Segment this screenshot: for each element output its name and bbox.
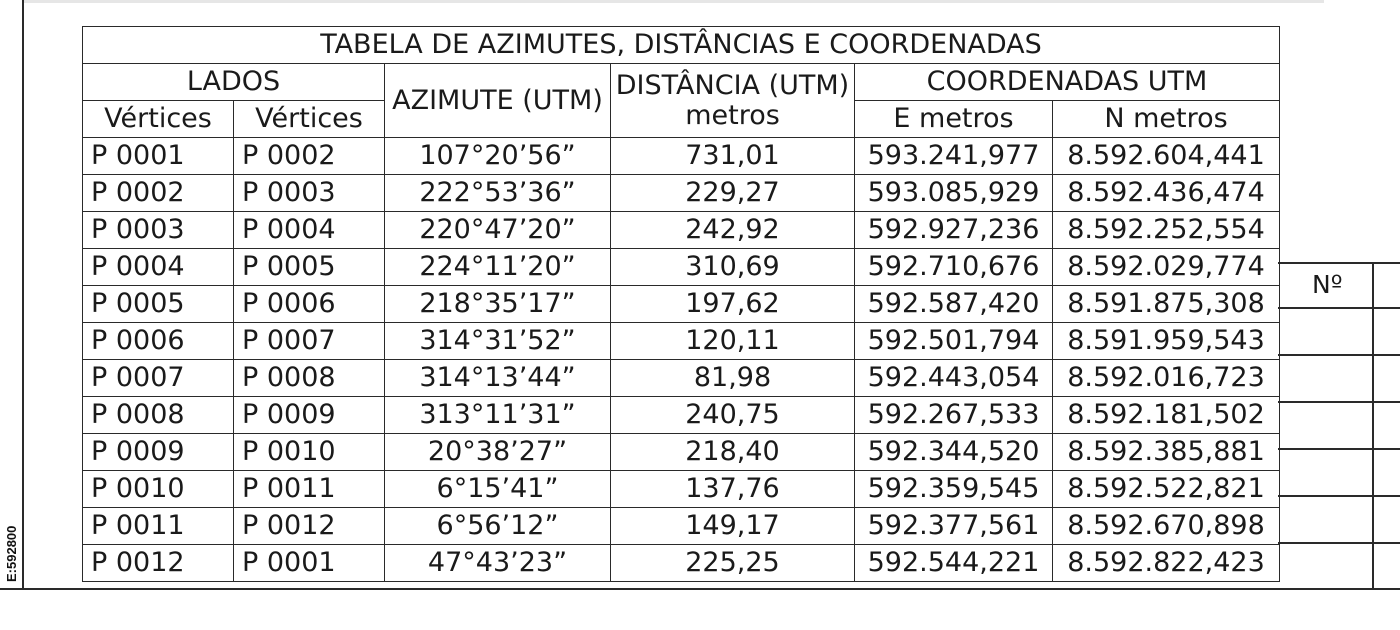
cell-distance: 240,75 (611, 397, 855, 434)
cell-e-coordinate: 593.241,977 (855, 138, 1053, 175)
cell-e-coordinate: 592.544,221 (855, 545, 1053, 582)
cell-azimuth: 314°13’44” (385, 360, 611, 397)
cell-distance: 120,11 (611, 323, 855, 360)
header-vertices-to: Vértices (234, 101, 385, 138)
table-row (83, 508, 1280, 545)
cell-distance: 310,69 (611, 249, 855, 286)
cell-vertex-from: P 0004 (83, 249, 234, 286)
cell-e-coordinate: 593.085,929 (855, 175, 1053, 212)
cell-vertex-to: P 0002 (234, 138, 385, 175)
cell-e-coordinate: 592.587,420 (855, 286, 1053, 323)
cell-vertex-to: P 0008 (234, 360, 385, 397)
cell-n-coordinate: 8.592.522,821 (1053, 471, 1280, 508)
cell-e-coordinate: 592.267,533 (855, 397, 1053, 434)
cell-distance: 229,27 (611, 175, 855, 212)
side-table-number-header: Nº (1312, 270, 1343, 299)
cell-n-coordinate: 8.591.959,543 (1053, 323, 1280, 360)
table-row (83, 397, 1280, 434)
cell-e-coordinate: 592.344,520 (855, 434, 1053, 471)
drawing-frame-left-border (22, 0, 24, 590)
cell-vertex-from: P 0008 (83, 397, 234, 434)
cell-n-coordinate: 8.592.029,774 (1053, 249, 1280, 286)
cell-e-coordinate: 592.443,054 (855, 360, 1053, 397)
side-table-rule (1278, 448, 1400, 450)
header-row-1 (83, 64, 1280, 101)
cell-azimuth: 107°20’56” (385, 138, 611, 175)
cell-distance: 731,01 (611, 138, 855, 175)
table-row (83, 434, 1280, 471)
table-row (83, 249, 1280, 286)
cell-vertex-to: P 0006 (234, 286, 385, 323)
cell-vertex-from: P 0005 (83, 286, 234, 323)
cell-n-coordinate: 8.592.181,502 (1053, 397, 1280, 434)
cell-n-coordinate: 8.591.875,308 (1053, 286, 1280, 323)
header-e-metros: E metros (855, 101, 1053, 138)
cell-e-coordinate: 592.710,676 (855, 249, 1053, 286)
table-row (83, 212, 1280, 249)
cell-e-coordinate: 592.377,561 (855, 508, 1053, 545)
side-table-rule (1278, 401, 1400, 403)
cell-vertex-to: P 0009 (234, 397, 385, 434)
drawing-frame-bottom-border (0, 588, 1400, 590)
cell-vertex-to: P 0012 (234, 508, 385, 545)
cell-vertex-to: P 0001 (234, 545, 385, 582)
table-title: TABELA DE AZIMUTES, DISTÂNCIAS E COORDENADAS (83, 27, 1280, 64)
cell-distance: 137,76 (611, 471, 855, 508)
cell-distance: 81,98 (611, 360, 855, 397)
table-row (83, 323, 1280, 360)
cell-n-coordinate: 8.592.252,554 (1053, 212, 1280, 249)
azimuth-distance-coordinates-table (82, 26, 1280, 582)
cell-vertex-from: P 0003 (83, 212, 234, 249)
cell-vertex-from: P 0010 (83, 471, 234, 508)
side-table-rule (1278, 542, 1400, 544)
cell-azimuth: 6°15’41” (385, 471, 611, 508)
header-distancia (611, 64, 855, 138)
cell-vertex-to: P 0011 (234, 471, 385, 508)
cell-vertex-to: P 0005 (234, 249, 385, 286)
cell-distance: 149,17 (611, 508, 855, 545)
top-border-line (24, 0, 1324, 3)
header-azimute: AZIMUTE (UTM) (385, 64, 611, 138)
header-lados: LADOS (83, 64, 385, 101)
header-vertices-from: Vértices (83, 101, 234, 138)
cell-distance: 218,40 (611, 434, 855, 471)
cell-vertex-to: P 0007 (234, 323, 385, 360)
cell-n-coordinate: 8.592.670,898 (1053, 508, 1280, 545)
side-table-rule (1278, 307, 1400, 309)
cell-vertex-from: P 0011 (83, 508, 234, 545)
cell-distance: 242,92 (611, 212, 855, 249)
cell-vertex-from: P 0009 (83, 434, 234, 471)
header-coordenadas: COORDENADAS UTM (855, 64, 1280, 101)
side-table-rule (1278, 495, 1400, 497)
header-distancia-label: DISTÂNCIA (UTM) (615, 69, 850, 101)
cell-azimuth: 222°53’36” (385, 175, 611, 212)
cell-vertex-to: P 0010 (234, 434, 385, 471)
table-row (83, 545, 1280, 582)
cell-e-coordinate: 592.501,794 (855, 323, 1053, 360)
cell-azimuth: 314°31’52” (385, 323, 611, 360)
header-distancia-unit: metros (685, 99, 780, 131)
side-table-rule (1278, 354, 1400, 356)
grid-coordinate-label: E:592800 (4, 525, 19, 582)
table-row (83, 138, 1280, 175)
table-row (83, 471, 1280, 508)
cell-vertex-from: P 0002 (83, 175, 234, 212)
cell-azimuth: 218°35’17” (385, 286, 611, 323)
table-row (83, 360, 1280, 397)
table-title-row (83, 27, 1280, 64)
side-table-fragment (1278, 262, 1400, 588)
cell-e-coordinate: 592.359,545 (855, 471, 1053, 508)
cell-vertex-to: P 0003 (234, 175, 385, 212)
side-table-rule (1278, 262, 1400, 264)
cell-vertex-from: P 0006 (83, 323, 234, 360)
cell-azimuth: 6°56’12” (385, 508, 611, 545)
header-n-metros: N metros (1053, 101, 1280, 138)
cell-vertex-from: P 0001 (83, 138, 234, 175)
cell-distance: 225,25 (611, 545, 855, 582)
cell-n-coordinate: 8.592.604,441 (1053, 138, 1280, 175)
cell-n-coordinate: 8.592.822,423 (1053, 545, 1280, 582)
cell-vertex-from: P 0012 (83, 545, 234, 582)
cell-vertex-to: P 0004 (234, 212, 385, 249)
cell-e-coordinate: 592.927,236 (855, 212, 1053, 249)
cell-azimuth: 224°11’20” (385, 249, 611, 286)
table-row (83, 286, 1280, 323)
cell-n-coordinate: 8.592.385,881 (1053, 434, 1280, 471)
table-row (83, 175, 1280, 212)
cell-azimuth: 220°47’20” (385, 212, 611, 249)
cell-azimuth: 47°43’23” (385, 545, 611, 582)
side-table-divider (1372, 262, 1374, 588)
cell-n-coordinate: 8.592.016,723 (1053, 360, 1280, 397)
cell-vertex-from: P 0007 (83, 360, 234, 397)
cell-azimuth: 313°11’31” (385, 397, 611, 434)
cell-n-coordinate: 8.592.436,474 (1053, 175, 1280, 212)
cell-azimuth: 20°38’27” (385, 434, 611, 471)
cell-distance: 197,62 (611, 286, 855, 323)
